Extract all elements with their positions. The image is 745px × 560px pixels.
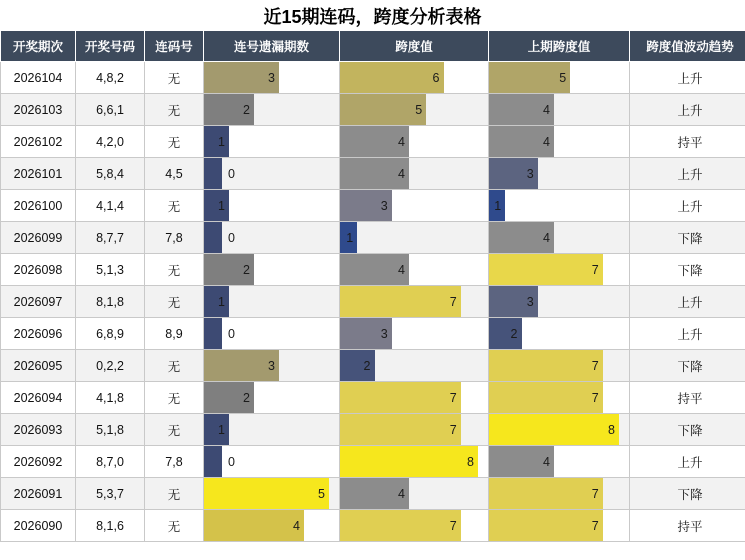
numbers-cell: 8,7,0 xyxy=(76,446,145,478)
span-cell xyxy=(340,414,489,446)
span-bar: 8 xyxy=(340,446,478,477)
span-bar: 4 xyxy=(340,254,409,285)
table-row xyxy=(1,254,745,286)
trend-cell: 下降 xyxy=(630,350,745,382)
miss-cell xyxy=(204,414,340,446)
prev-span-bar: 3 xyxy=(489,158,538,189)
miss-cell xyxy=(204,478,340,510)
table-row xyxy=(1,126,745,158)
period-cell: 2026102 xyxy=(1,126,76,158)
span-cell xyxy=(340,318,489,350)
prev-span-cell xyxy=(489,190,630,222)
link-number-cell: 无 xyxy=(145,510,204,542)
miss-bar xyxy=(204,318,222,349)
analysis-table xyxy=(0,30,745,542)
period-cell: 2026090 xyxy=(1,510,76,542)
span-bar: 3 xyxy=(340,190,392,221)
span-cell xyxy=(340,382,489,414)
column-header-span: 跨度值 xyxy=(340,31,489,62)
prev-span-cell xyxy=(489,126,630,158)
table-row xyxy=(1,190,745,222)
prev-span-bar: 2 xyxy=(489,318,522,349)
column-header-trend: 跨度值波动趋势 xyxy=(630,31,745,62)
miss-cell xyxy=(204,446,340,478)
span-cell xyxy=(340,254,489,286)
table-body xyxy=(1,62,745,542)
prev-span-bar: 7 xyxy=(489,510,603,541)
prev-span-cell xyxy=(489,382,630,414)
numbers-cell: 6,8,9 xyxy=(76,318,145,350)
span-cell xyxy=(340,446,489,478)
trend-cell: 下降 xyxy=(630,222,745,254)
numbers-cell: 4,8,2 xyxy=(76,62,145,94)
miss-bar: 5 xyxy=(204,478,329,509)
column-header-period: 开奖期次 xyxy=(1,31,76,62)
period-cell: 2026101 xyxy=(1,158,76,190)
trend-cell: 下降 xyxy=(630,478,745,510)
miss-bar: 1 xyxy=(204,126,229,157)
numbers-cell: 4,1,4 xyxy=(76,190,145,222)
period-cell: 2026095 xyxy=(1,350,76,382)
numbers-cell: 5,8,4 xyxy=(76,158,145,190)
numbers-cell: 8,7,7 xyxy=(76,222,145,254)
prev-span-bar: 4 xyxy=(489,126,554,157)
span-cell xyxy=(340,94,489,126)
numbers-cell: 0,2,2 xyxy=(76,350,145,382)
span-cell xyxy=(340,510,489,542)
prev-span-cell xyxy=(489,222,630,254)
prev-span-cell xyxy=(489,286,630,318)
link-number-cell: 无 xyxy=(145,286,204,318)
table-row xyxy=(1,94,745,126)
span-cell xyxy=(340,478,489,510)
span-cell xyxy=(340,222,489,254)
prev-span-cell xyxy=(489,318,630,350)
miss-bar: 1 xyxy=(204,286,229,317)
link-number-cell: 4,5 xyxy=(145,158,204,190)
miss-cell xyxy=(204,286,340,318)
link-number-cell: 无 xyxy=(145,414,204,446)
trend-cell: 上升 xyxy=(630,286,745,318)
miss-bar xyxy=(204,446,222,477)
miss-bar: 2 xyxy=(204,254,254,285)
miss-bar: 2 xyxy=(204,94,254,125)
table-header-row xyxy=(1,31,745,62)
trend-cell: 持平 xyxy=(630,382,745,414)
prev-span-cell xyxy=(489,62,630,94)
period-cell: 2026094 xyxy=(1,382,76,414)
link-number-cell: 无 xyxy=(145,126,204,158)
prev-span-bar: 1 xyxy=(489,190,505,221)
span-bar: 4 xyxy=(340,126,409,157)
miss-bar: 4 xyxy=(204,510,304,541)
span-bar: 4 xyxy=(340,478,409,509)
period-cell: 2026103 xyxy=(1,94,76,126)
miss-cell xyxy=(204,254,340,286)
trend-cell: 上升 xyxy=(630,446,745,478)
period-cell: 2026099 xyxy=(1,222,76,254)
span-bar: 2 xyxy=(340,350,375,381)
miss-bar: 1 xyxy=(204,190,229,221)
span-cell xyxy=(340,350,489,382)
table-row xyxy=(1,222,745,254)
period-cell: 2026098 xyxy=(1,254,76,286)
numbers-cell: 4,2,0 xyxy=(76,126,145,158)
span-cell xyxy=(340,158,489,190)
column-header-prev-span: 上期跨度值 xyxy=(489,31,630,62)
trend-cell: 上升 xyxy=(630,190,745,222)
span-cell xyxy=(340,62,489,94)
miss-cell xyxy=(204,126,340,158)
prev-span-bar: 4 xyxy=(489,222,554,253)
trend-cell: 持平 xyxy=(630,510,745,542)
link-number-cell: 无 xyxy=(145,478,204,510)
miss-cell xyxy=(204,94,340,126)
span-bar: 7 xyxy=(340,414,461,445)
column-header-link: 连码号 xyxy=(145,31,204,62)
prev-span-bar: 7 xyxy=(489,382,603,413)
miss-cell xyxy=(204,222,340,254)
link-number-cell: 无 xyxy=(145,350,204,382)
span-bar: 7 xyxy=(340,510,461,541)
table-row xyxy=(1,478,745,510)
span-bar: 6 xyxy=(340,62,444,93)
link-number-cell: 无 xyxy=(145,62,204,94)
period-cell: 2026093 xyxy=(1,414,76,446)
link-number-cell: 无 xyxy=(145,254,204,286)
table-row xyxy=(1,350,745,382)
span-bar: 3 xyxy=(340,318,392,349)
prev-span-cell xyxy=(489,414,630,446)
span-bar: 5 xyxy=(340,94,426,125)
trend-cell: 下降 xyxy=(630,414,745,446)
span-bar: 4 xyxy=(340,158,409,189)
trend-cell: 上升 xyxy=(630,318,745,350)
period-cell: 2026092 xyxy=(1,446,76,478)
link-number-cell: 7,8 xyxy=(145,446,204,478)
trend-cell: 持平 xyxy=(630,126,745,158)
prev-span-bar: 4 xyxy=(489,94,554,125)
link-number-cell: 无 xyxy=(145,382,204,414)
link-number-cell: 7,8 xyxy=(145,222,204,254)
numbers-cell: 8,1,6 xyxy=(76,510,145,542)
miss-value: 0 xyxy=(228,326,235,341)
trend-cell: 上升 xyxy=(630,94,745,126)
table-row xyxy=(1,446,745,478)
period-cell: 2026104 xyxy=(1,62,76,94)
page-title: 近15期连码，跨度分析表格 xyxy=(263,7,482,27)
span-bar: 7 xyxy=(340,286,461,317)
numbers-cell: 4,1,8 xyxy=(76,382,145,414)
miss-bar: 2 xyxy=(204,382,254,413)
numbers-cell: 5,1,3 xyxy=(76,254,145,286)
prev-span-bar: 5 xyxy=(489,62,570,93)
miss-bar: 1 xyxy=(204,414,229,445)
table-row xyxy=(1,62,745,94)
column-header-numbers: 开奖号码 xyxy=(76,31,145,62)
span-cell xyxy=(340,286,489,318)
span-cell xyxy=(340,126,489,158)
trend-cell: 下降 xyxy=(630,254,745,286)
table-row xyxy=(1,318,745,350)
table-row xyxy=(1,510,745,542)
miss-value: 0 xyxy=(228,230,235,245)
miss-bar xyxy=(204,158,222,189)
table-row xyxy=(1,414,745,446)
miss-cell xyxy=(204,190,340,222)
miss-cell xyxy=(204,62,340,94)
miss-bar xyxy=(204,222,222,253)
prev-span-cell xyxy=(489,254,630,286)
period-cell: 2026100 xyxy=(1,190,76,222)
numbers-cell: 8,1,8 xyxy=(76,286,145,318)
prev-span-bar: 3 xyxy=(489,286,538,317)
prev-span-cell xyxy=(489,478,630,510)
span-bar: 7 xyxy=(340,382,461,413)
miss-bar: 3 xyxy=(204,62,279,93)
prev-span-bar: 7 xyxy=(489,350,603,381)
prev-span-cell xyxy=(489,94,630,126)
table-row xyxy=(1,158,745,190)
trend-cell: 上升 xyxy=(630,158,745,190)
table-row xyxy=(1,286,745,318)
link-number-cell: 无 xyxy=(145,94,204,126)
prev-span-cell xyxy=(489,158,630,190)
table-row xyxy=(1,382,745,414)
prev-span-cell xyxy=(489,446,630,478)
miss-value: 0 xyxy=(228,166,235,181)
miss-value: 0 xyxy=(228,454,235,469)
prev-span-cell xyxy=(489,510,630,542)
numbers-cell: 5,1,8 xyxy=(76,414,145,446)
numbers-cell: 6,6,1 xyxy=(76,94,145,126)
miss-cell xyxy=(204,318,340,350)
period-cell: 2026097 xyxy=(1,286,76,318)
trend-cell: 上升 xyxy=(630,62,745,94)
period-cell: 2026091 xyxy=(1,478,76,510)
prev-span-cell xyxy=(489,350,630,382)
link-number-cell: 8,9 xyxy=(145,318,204,350)
prev-span-bar: 4 xyxy=(489,446,554,477)
miss-cell xyxy=(204,382,340,414)
link-number-cell: 无 xyxy=(145,190,204,222)
numbers-cell: 5,3,7 xyxy=(76,478,145,510)
miss-cell xyxy=(204,350,340,382)
prev-span-bar: 7 xyxy=(489,478,603,509)
miss-cell xyxy=(204,158,340,190)
period-cell: 2026096 xyxy=(1,318,76,350)
prev-span-bar: 7 xyxy=(489,254,603,285)
column-header-miss: 连号遗漏期数 xyxy=(204,31,340,62)
span-cell xyxy=(340,190,489,222)
miss-bar: 3 xyxy=(204,350,279,381)
miss-cell xyxy=(204,510,340,542)
prev-span-bar: 8 xyxy=(489,414,619,445)
span-bar: 1 xyxy=(340,222,357,253)
